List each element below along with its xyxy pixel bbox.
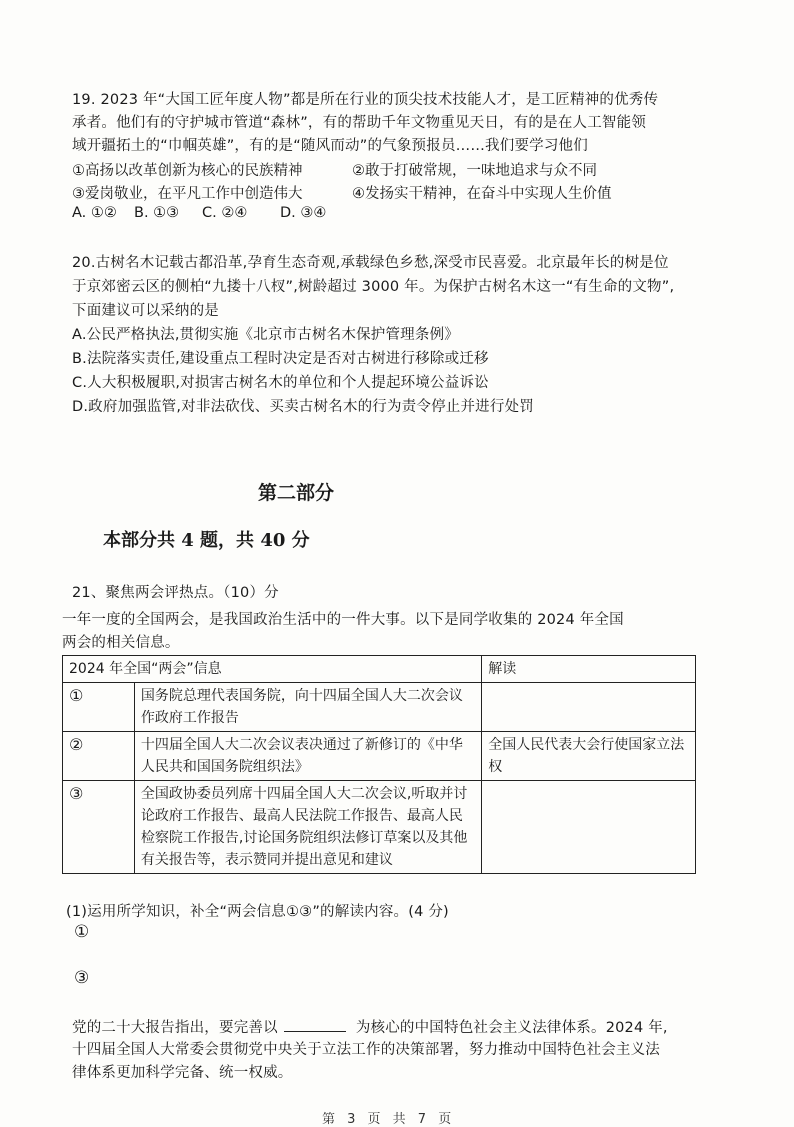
q21-intro-line-1: 一年一度的全国两会，是我国政治生活中的一件大事。以下是同学收集的 2024 年全国 (62, 612, 624, 628)
table-header-interp: 解读 (482, 656, 696, 683)
q19-choice-b: B. ①③ (134, 205, 180, 221)
q21-title: 21、聚焦两会评热点。（10）分 (72, 585, 279, 601)
q19-line-1: 19. 2023 年“大国工匠年度人物”都是所在行业的顶尖技术技能人才，是工匠精神的优秀传 (72, 92, 659, 108)
lianghui-info-table (62, 655, 696, 874)
part-subtitle: 本部分共 4 题，共 40 分 (103, 530, 310, 551)
paragraph-before-blank: 党的二十大报告指出，要完善以 (72, 1020, 278, 1036)
table-header-info: 2024 年全国“两会”信息 (63, 656, 482, 683)
row-number: ① (63, 683, 135, 732)
q21-paragraph-line-3: 律体系更加科学完备、统一权威。 (72, 1065, 293, 1081)
q19-line-3: 域开疆拓土的“巾帼英雄”，有的是“随风而动”的气象预报员……我们要学习他们 (72, 138, 588, 154)
q20-option-b: B.法院落实责任,建设重点工程时决定是否对古树进行移除或迁移 (72, 351, 489, 367)
q20-line-2: 于京郊密云区的侧柏“九搂十八杈”,树龄超过 3000 年。为保护古树名木这一“有生命的文物”, (72, 279, 675, 295)
row-content: 全国政协委员列席十四届全国人大二次会议,听取并讨论政府工作报告、最高人民法院工作报告、最高人民检察院工作报告,讨论国务院组织法修订草案以及其他有关报告等，表示赞同并提出意见和建议 (134, 781, 481, 874)
row-interp (482, 781, 696, 874)
fill-in-blank[interactable] (284, 1017, 346, 1032)
row-interp: 全国人民代表大会行使国家立法权 (482, 732, 696, 781)
part-title: 第二部分 (258, 482, 335, 504)
q20-option-a: A.公民严格执法,贯彻实施《北京市古树名木保护管理条例》 (72, 327, 459, 343)
q19-statement-3: ③爱岗敬业，在平凡工作中创造伟大 (72, 186, 303, 202)
q19-line-2: 承者。他们有的守护城市管道“森林”，有的帮助千年文物重见天日，有的是在人工智能领 (72, 115, 647, 131)
page-footer: 第 3 页 共 7 页 (322, 1112, 456, 1127)
q20-option-d: D.政府加强监管,对非法砍伐、买卖古树名木的行为责令停止并进行处罚 (72, 399, 534, 415)
row-content: 国务院总理代表国务院，向十四届全国人大二次会议作政府工作报告 (134, 683, 481, 732)
row-content: 十四届全国人大二次会议表决通过了新修订的《中华人民共和国国务院组织法》 (134, 732, 481, 781)
q20-option-c: C.人大积极履职,对损害古树名木的单位和个人提起环境公益诉讼 (72, 375, 489, 391)
paragraph-after-blank: 为核心的中国特色社会主义法律体系。2024 年, (355, 1020, 668, 1036)
row-number: ② (63, 732, 135, 781)
q19-choice-c: C. ②④ (202, 205, 248, 221)
q20-line-3: 下面建议可以采纳的是 (72, 303, 219, 319)
row-number: ③ (63, 781, 135, 874)
answer-mark-1: ① (74, 922, 90, 942)
table-row (63, 732, 696, 781)
q19-choice-d: D. ③④ (280, 205, 327, 221)
answer-mark-3: ③ (74, 968, 90, 988)
q20-line-1: 20.古树名木记载古都沿革,孕育生态奇观,承载绿色乡愁,深受市民喜爱。北京最年长的树是位 (72, 255, 669, 271)
table-row (63, 683, 696, 732)
q19-choice-a: A. ①② (72, 205, 117, 221)
row-interp (482, 683, 696, 732)
q21-paragraph-line-1 (72, 1017, 668, 1038)
q19-statement-4: ④发扬实干精神，在奋斗中实现人生价值 (352, 186, 612, 202)
q19-statement-1: ①高扬以改革创新为核心的民族精神 (72, 163, 303, 179)
q21-paragraph-line-2: 十四届全国人大常委会贯彻党中央关于立法工作的决策部署，努力推动中国特色社会主义法 (72, 1042, 660, 1058)
table-row (63, 781, 696, 874)
q19-statement-2: ②敢于打破常规，一味地追求与众不同 (352, 163, 597, 179)
q21-intro-line-2: 两会的相关信息。 (62, 635, 180, 651)
q21-sub-question-1: (1)运用所学知识，补全“两会信息①③”的解读内容。(4 分) (66, 904, 449, 920)
table-header-row (63, 656, 696, 683)
